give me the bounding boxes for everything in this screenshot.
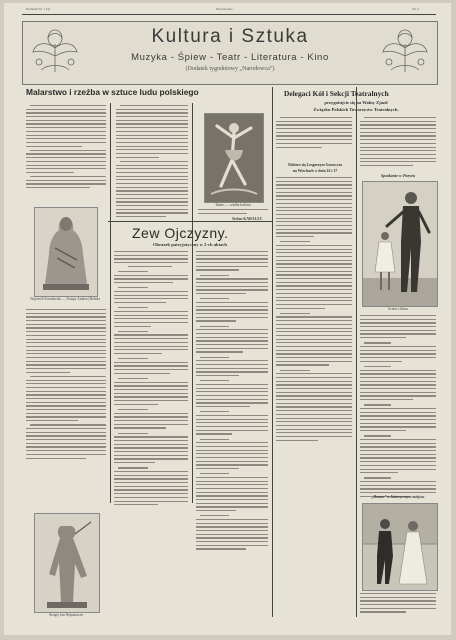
play-subheadline: Obrazek patryjotyczny w 2-ch aktach: [152, 242, 227, 247]
play-column-right: [196, 251, 268, 552]
film-scene-photo: [362, 181, 438, 307]
column-rule-2: [192, 103, 193, 503]
play-headline: Zew Ojczyzny.: [132, 225, 229, 241]
left-article-author: Stefan KAWALEC: [232, 217, 263, 221]
right-text-block-1: [276, 117, 352, 150]
masthead-note: (Dodatek tygodniowy „Narodowca”): [185, 66, 275, 72]
flower-ornament-right-icon: [377, 26, 433, 78]
folio-rule: [22, 14, 436, 15]
folio-center: Narodowiec: [216, 7, 233, 11]
newspaper-page: [4, 3, 451, 635]
left-text-block-3: [116, 105, 188, 220]
folk-sculpture-photo: [34, 207, 98, 297]
right-text-block-3: [276, 177, 352, 443]
play-column-left: [114, 251, 188, 508]
right-text-block-4: [360, 315, 436, 500]
folio-left: Dodatek Nr. 1 (3): [26, 7, 50, 11]
dancing-figure-photo: [204, 113, 264, 203]
caption-film-scene: Scena z filmu: [388, 307, 408, 311]
feature-title: Spotkanie w Paryżu: [380, 173, 416, 178]
left-article-headline: Malarstwo i rzeźba w sztuce ludu polskiego: [26, 87, 199, 97]
romeo-scene-photo: [362, 503, 438, 591]
right-headline-2: przygotujcie się na Walny Zjazd: [324, 100, 388, 105]
right-text-block-2: [360, 117, 436, 169]
masthead-banner: [22, 21, 438, 85]
left-text-block-2: [26, 309, 106, 461]
masthead-title: Kultura i Sztuka: [151, 26, 309, 47]
right-headline-3: Związku Polskich Towarzystw Teatralnych.: [313, 107, 399, 112]
folio-right: Str. 5: [412, 7, 420, 11]
box-title-2: na Wiechach w dniu 16 i 17: [292, 169, 338, 173]
saint-sculpture-photo: [34, 513, 100, 613]
right-headline-1: Delegaci Kół i Sekcji Teatralnych: [284, 89, 389, 98]
left-text-block-1: [26, 105, 106, 191]
column-rule-3: [272, 87, 273, 617]
right-text-block-5: [360, 593, 436, 615]
column-rule-1: [110, 103, 111, 503]
caption-saint-john: Święty Jan Nepomucen: [49, 613, 83, 617]
box-title-1: Pobierz się Lesgorzym Gorowym: [288, 163, 342, 167]
bottom-feature-title: „Romeo” w historycznym miejscu: [371, 495, 425, 499]
caption-saint-sculpture: Wojciech Kosalewski — Święty Andrzej Bobola: [29, 297, 101, 301]
masthead-subtitle: Muzyka - Śpiew - Teatr - Literatura - Kino: [131, 52, 329, 63]
middle-divider-rule: [108, 221, 272, 222]
caption-dancing-figure: Taniec — rzeźba ludowa: [215, 203, 251, 207]
column-rule-4: [356, 87, 357, 617]
middle-text-block-1: [198, 209, 268, 216]
